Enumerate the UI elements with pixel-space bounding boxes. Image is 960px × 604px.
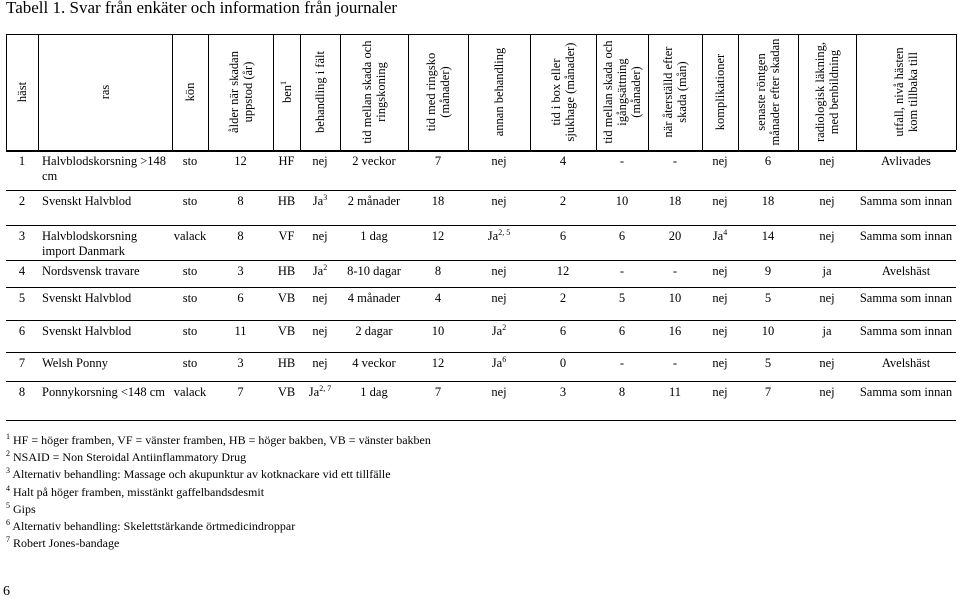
table-cell-alder: 3 (237, 264, 244, 278)
column-header (300, 34, 340, 150)
column-header-label: häst (15, 81, 29, 103)
table-cell-radio: nej (819, 291, 835, 305)
table-cell-alder: 7 (237, 385, 244, 399)
column-header-label: ålder när skadan uppstod (år) (226, 51, 255, 133)
table-cell-ras: Svenskt Halvblod (42, 194, 132, 208)
footnote: $^6$ Alternativ behandling: Skelettstärkande örtmedicindroppar (6, 518, 296, 533)
table-cell-box: 12 (556, 264, 570, 278)
table-cell-igang: 8 (618, 385, 626, 399)
table-cell-utfall: Avelshäst (881, 356, 931, 370)
table-cell-kon: valack (173, 229, 207, 243)
table-cell-utfall: Avelshäst (881, 264, 931, 278)
table-cell-ater: 11 (668, 385, 682, 399)
table-cell-hast: 2 (18, 194, 26, 208)
table-cell-tid_med: 10 (431, 324, 445, 338)
table-cell-ras: Ponnykorsning <148 cm (42, 385, 166, 399)
table-cell-ater: 16 (668, 324, 682, 338)
column-header (208, 34, 273, 150)
column-header-label: tid mellan skada och igångsättning (månader) (601, 40, 643, 144)
table-cell-annan: nej (491, 264, 507, 278)
table-cell-ras: Halvblodskorsning import Danmark (42, 229, 138, 258)
table-cell-ras: Nordsvensk travare (42, 264, 140, 278)
table-cell-hast: 7 (18, 356, 26, 370)
footnote: $^3$ Alternativ behandling: Massage och akupunktur av kotknackare vid ett tillfälle (6, 466, 391, 482)
table-cell-rontgen: 5 (764, 291, 772, 305)
column-header-label: annan behandling (492, 47, 506, 137)
table-cell-utfall: Avlivades (881, 154, 931, 168)
column-header-label: tid i box eller sjukhage (månader) (549, 42, 577, 142)
table-cell-kon: sto (182, 356, 198, 370)
table-cell-ater: 10 (668, 291, 682, 305)
column-header-label: utfall, nivå hästen kom tillbaka till (892, 47, 920, 137)
table-cell-hast: 1 (18, 154, 26, 168)
table-rule (6, 420, 956, 421)
table-cell-annan: Ja$^{2, 5}$ (487, 227, 511, 243)
table-cell-ben: HB (277, 194, 296, 208)
page-number: 6 (3, 584, 10, 599)
table-cell-falt: nej (312, 229, 328, 243)
table-cell-kon: sto (182, 291, 198, 305)
table-cell-tid_med: 4 (434, 291, 442, 305)
table-cell-box: 6 (559, 324, 567, 338)
header-divider (956, 34, 957, 150)
column-header-label: när återställd efter skada (mån) (661, 46, 689, 138)
table-cell-komp: nej (712, 264, 728, 278)
table-cell-komp: nej (712, 324, 728, 338)
footnote: $^2$ NSAID = Non Steroidal Antiinflammatory Drug (6, 449, 247, 465)
table-cell-komp: Ja$^4$ (712, 227, 728, 243)
column-header-label: behandling i fält (313, 51, 327, 133)
table-rule (6, 381, 956, 382)
column-header-label: tid mellan skada och ringskoning (360, 40, 388, 144)
table-cell-annan: nej (491, 154, 507, 168)
table-cell-ater: - (672, 154, 678, 168)
table-cell-hast: 4 (18, 264, 26, 278)
table-cell-radio: nej (819, 194, 835, 208)
table-cell-box: 4 (559, 154, 567, 168)
table-cell-kon: valack (173, 385, 207, 399)
table-cell-kon: sto (182, 154, 198, 168)
table-cell-box: 2 (559, 291, 567, 305)
table-cell-rontgen: 14 (761, 229, 775, 243)
table-cell-annan: nej (491, 194, 507, 208)
table-cell-tid_med: 7 (434, 385, 442, 399)
table-cell-box: 6 (559, 229, 567, 243)
table-cell-radio: nej (819, 356, 835, 370)
table-cell-ben: VB (277, 385, 296, 399)
table-cell-annan: nej (491, 291, 507, 305)
table-cell-komp: nej (712, 154, 728, 168)
column-header (530, 34, 596, 150)
column-header-label: komplikationer (713, 53, 727, 131)
table-cell-ater: - (672, 264, 678, 278)
column-header-label: kön (183, 82, 197, 102)
table-cell-alder: 3 (237, 356, 244, 370)
table-cell-utfall: Samma som innan (859, 291, 953, 305)
table-cell-falt: nej (312, 356, 328, 370)
table-cell-falt: nej (312, 154, 328, 168)
table-cell-komp: nej (712, 356, 728, 370)
table-cell-kon: sto (182, 324, 198, 338)
table-cell-tid_med: 7 (434, 154, 442, 168)
table-cell-utfall: Samma som innan (859, 229, 953, 243)
table-cell-tid_ring: 4 veckor (352, 356, 396, 370)
table-cell-tid_ring: 2 veckor (352, 154, 396, 168)
table-cell-radio: nej (819, 229, 835, 243)
table-rule (6, 287, 956, 288)
table-rule (6, 225, 956, 226)
column-header (340, 34, 408, 150)
table-cell-falt: Ja$^{2, 7}$ (308, 383, 332, 399)
table-cell-ater: 18 (668, 194, 682, 208)
table-cell-ras: Halvblodskorsning >148 cm (42, 154, 167, 183)
table-cell-tid_ring: 2 dagar (355, 324, 393, 338)
table-cell-radio: ja (822, 264, 832, 278)
table-cell-annan: Ja$^6$ (491, 354, 507, 370)
footnote: $^7$ Robert Jones-bandage (6, 535, 120, 551)
table-cell-ras: Welsh Ponny (42, 356, 109, 370)
column-header (596, 34, 648, 150)
table-cell-annan: Ja$^2$ (491, 322, 507, 338)
table-cell-alder: 12 (234, 154, 247, 168)
table-cell-tid_med: 12 (431, 356, 445, 370)
table-cell-ben: VF (278, 229, 295, 243)
table-cell-radio: nej (819, 385, 835, 399)
table-cell-hast: 3 (18, 229, 26, 243)
table-cell-kon: sto (182, 194, 198, 208)
table-cell-igang: - (619, 264, 625, 278)
table-cell-radio: ja (822, 324, 832, 338)
table-cell-rontgen: 9 (764, 264, 772, 278)
table-cell-komp: nej (712, 385, 728, 399)
table-cell-igang: 10 (615, 194, 629, 208)
table-cell-tid_ring: 4 månader (347, 291, 401, 305)
table-cell-annan: nej (491, 385, 507, 399)
column-header (38, 34, 172, 150)
table-cell-box: 3 (559, 385, 567, 399)
table-cell-ras: Svenskt Halvblod (42, 291, 132, 305)
table-cell-ben: VB (277, 291, 296, 305)
table-cell-igang: 6 (618, 229, 626, 243)
table-cell-rontgen: 5 (764, 356, 772, 370)
table-cell-utfall: Samma som innan (859, 194, 953, 208)
table-cell-utfall: Samma som innan (859, 385, 953, 399)
column-header-label: tid med ringsko (månader) (424, 52, 452, 132)
footnote: $^4$ Halt på höger framben, misstänkt gaffelbandsdesmit (6, 483, 265, 499)
table-rule (6, 150, 956, 152)
column-header-label: radiologisk läkning, med benbildning (813, 42, 841, 142)
table-cell-ben: VB (277, 324, 296, 338)
table-cell-tid_ring: 1 dag (360, 385, 388, 399)
table-cell-alder: 8 (237, 229, 244, 243)
table-cell-kon: sto (182, 264, 198, 278)
table-cell-alder: 11 (234, 324, 247, 338)
column-header (468, 34, 530, 150)
column-header (172, 34, 208, 150)
table-cell-tid_med: 18 (431, 194, 445, 208)
table-rule (6, 320, 956, 321)
column-header (648, 34, 702, 150)
table-cell-rontgen: 6 (764, 154, 772, 168)
table-rule (6, 352, 956, 353)
table-cell-hast: 8 (18, 385, 26, 399)
column-header (702, 34, 738, 150)
footnote: $^5$ Gips (6, 500, 36, 516)
table-cell-falt: nej (312, 324, 328, 338)
table-cell-tid_med: 8 (434, 264, 442, 278)
column-header (738, 34, 798, 150)
table-cell-falt: Ja$^2$ (312, 262, 328, 278)
table-cell-ben: HB (277, 264, 296, 278)
table-rule (6, 260, 956, 261)
table-title: Tabell 1. Svar från enkäter och information från journaler (6, 0, 398, 17)
table-cell-igang: 5 (618, 291, 626, 305)
column-header (6, 34, 38, 150)
table-cell-falt: Ja$^3$ (312, 192, 328, 208)
table-cell-falt: nej (312, 291, 328, 305)
table-cell-alder: 8 (237, 194, 244, 208)
column-header-label: ras (98, 84, 112, 100)
table-cell-ben: HF (278, 154, 295, 168)
table-cell-hast: 5 (18, 291, 26, 305)
table-cell-igang: 6 (618, 324, 626, 338)
table-cell-hast: 6 (18, 324, 26, 338)
table-cell-box: 2 (559, 194, 567, 208)
table-cell-ras: Svenskt Halvblod (42, 324, 132, 338)
table-cell-box: 0 (559, 356, 567, 370)
column-header-label: senaste röntgen månader efter skadan (754, 38, 782, 146)
table-cell-ben: HB (277, 356, 296, 370)
table-cell-tid_med: 12 (431, 229, 445, 243)
column-header (798, 34, 856, 150)
table-cell-utfall: Samma som innan (859, 324, 953, 338)
table-cell-ater: 20 (668, 229, 682, 243)
table-cell-tid_ring: 1 dag (360, 229, 388, 243)
table-cell-rontgen: 18 (761, 194, 775, 208)
column-header (273, 34, 300, 150)
table-cell-ater: - (672, 356, 678, 370)
footnote: $^1$ HF = höger framben, VF = vänster framben, HB = höger bakben, VB = vänster bakben (6, 432, 431, 447)
table-cell-rontgen: 7 (764, 385, 772, 399)
table-cell-komp: nej (712, 194, 728, 208)
column-header (408, 34, 468, 150)
table-cell-komp: nej (712, 291, 728, 305)
table-cell-igang: - (619, 356, 625, 370)
column-header (856, 34, 956, 150)
column-header-label: ben$^1$ (278, 80, 294, 104)
table-cell-igang: - (619, 154, 625, 168)
table-cell-radio: nej (819, 154, 835, 168)
table-cell-tid_ring: 8-10 dagar (347, 264, 401, 278)
table-cell-rontgen: 10 (761, 324, 775, 338)
table-cell-tid_ring: 2 månader (347, 194, 401, 208)
table-rule (6, 190, 956, 191)
table-cell-alder: 6 (237, 291, 244, 305)
